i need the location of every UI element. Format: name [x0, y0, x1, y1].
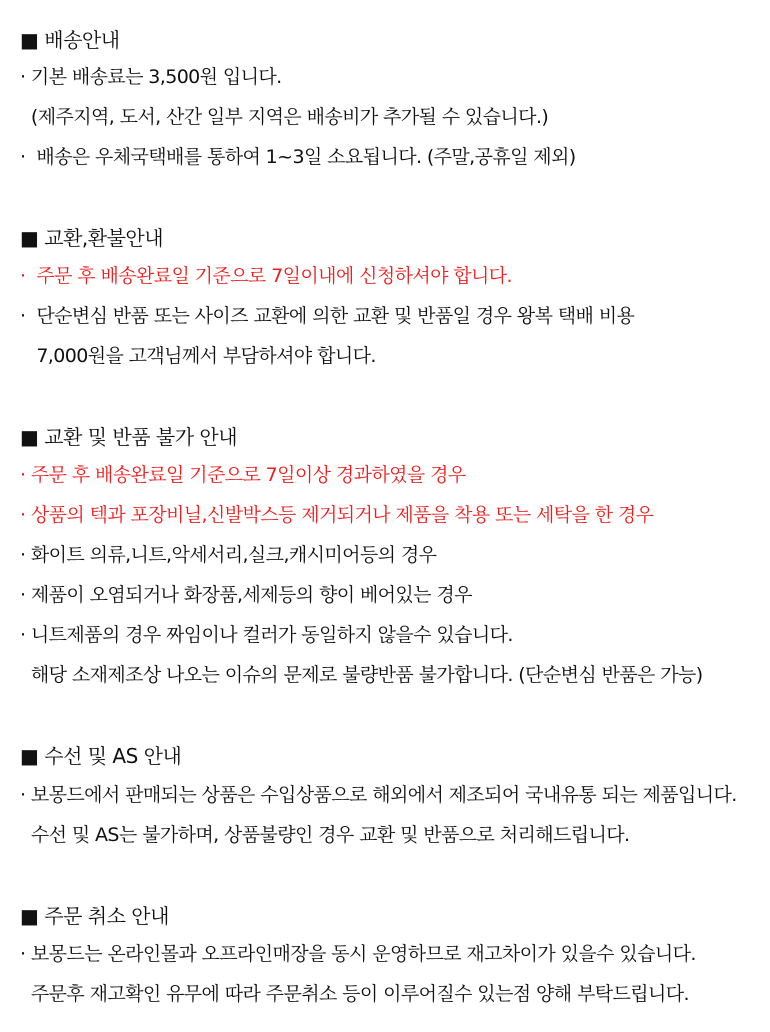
info-line: 주문후 재고확인 유무에 따라 주문취소 등이 이루어질수 있는점 양해 부탁드립니다. [20, 983, 689, 1005]
info-line: · 니트제품의 경우 짜임이나 컬러가 동일하지 않을수 있습니다. [20, 624, 513, 646]
section-heading-exchange-refund: ■ 교환,환불안내 [20, 226, 164, 250]
section-heading-no-return: ■ 교환 및 반품 불가 안내 [20, 425, 238, 449]
info-line: · 보몽드는 온라인몰과 오프라인매장을 동시 운영하므로 재고차이가 있을수 있습니다. [20, 943, 696, 965]
info-line: · 단순변심 반품 또는 사이즈 교환에 의한 교환 및 반품일 경우 왕복 택배 비용 [20, 305, 635, 327]
info-line: 수선 및 AS는 불가하며, 상품불량인 경우 교환 및 반품으로 처리해드립니다. [20, 824, 630, 846]
info-line: · 화이트 의류,니트,악세서리,실크,캐시미어등의 경우 [20, 544, 437, 566]
info-line: (제주지역, 도서, 산간 일부 지역은 배송비가 추가될 수 있습니다.) [20, 106, 549, 128]
section-heading-order-cancel: ■ 주문 취소 안내 [20, 904, 169, 928]
info-line-highlight: · 상품의 텍과 포장비닐,신발박스등 제거되거나 제품을 착용 또는 세탁을 한 경우 [20, 504, 654, 526]
info-line: · 보몽드에서 판매되는 상품은 수입상품으로 해외에서 제조되어 국내유통 되는 제품입니다. [20, 784, 737, 806]
info-line: · 제품이 오염되거나 화장품,세제등의 향이 베어있는 경우 [20, 584, 472, 606]
section-heading-shipping: ■ 배송안내 [20, 28, 120, 52]
info-line-highlight: · 주문 후 배송완료일 기준으로 7일이내에 신청하셔야 합니다. [20, 265, 512, 287]
info-line: · 기본 배송료는 3,500원 입니다. [20, 66, 282, 88]
info-line-highlight: · 주문 후 배송완료일 기준으로 7일이상 경과하였을 경우 [20, 464, 466, 486]
info-line: · 배송은 우체국택배를 통하여 1~3일 소요됩니다. (주말,공휴일 제외) [20, 146, 576, 168]
info-line: 7,000원을 고객님께서 부담하셔야 합니다. [20, 345, 376, 367]
section-heading-repair-as: ■ 수선 및 AS 안내 [20, 744, 182, 768]
info-line: 해당 소재제조상 나오는 이슈의 문제로 불량반품 불가합니다. (단순변심 반품은 가능) [20, 664, 703, 686]
